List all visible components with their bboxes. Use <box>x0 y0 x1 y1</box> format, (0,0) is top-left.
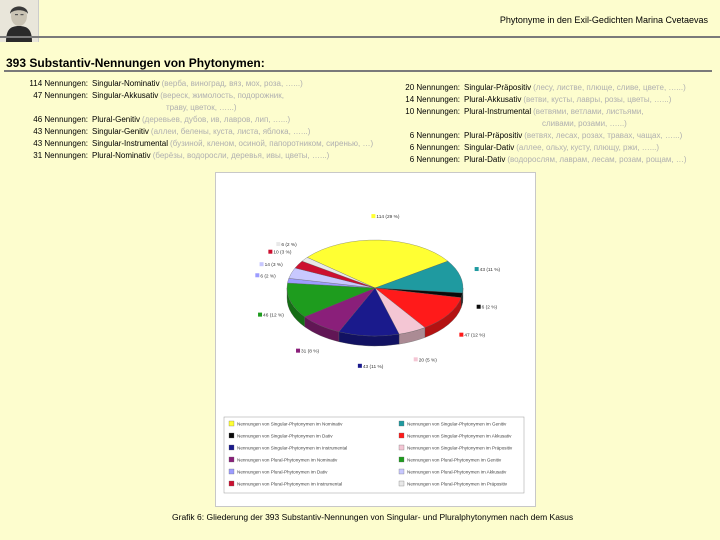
item-case: Plural-Dativ <box>464 155 506 164</box>
legend-swatch <box>229 469 234 474</box>
slice-label-swatch <box>414 357 418 361</box>
item-examples: (аллеи, белены, куста, листа, яблока, …...) <box>150 127 311 136</box>
figure-caption: Grafik 6: Gliederung der 393 Substantiv-Nennungen von Singular- und Pluralphytonymen nach dem Kasus <box>172 512 574 522</box>
legend-swatch <box>229 421 234 426</box>
item-count: 6 Nennungen: <box>409 155 460 164</box>
slice-label-swatch <box>296 349 300 353</box>
item-count: 10 Nennungen: <box>405 107 460 116</box>
slice-data-label: 31 (8 %) <box>301 349 320 355</box>
slice-label-swatch <box>260 262 264 266</box>
slice-label-swatch <box>475 267 479 271</box>
item-count: 6 Nennungen: <box>409 131 460 140</box>
legend-label: Nennungen von Singular-Phytonymen im Präpositiv <box>407 445 513 451</box>
item-count: 114 Nennungen: <box>29 79 88 88</box>
item-case: Singular-Instrumental <box>92 139 169 148</box>
chart-frame <box>215 172 536 507</box>
slice-label-swatch <box>255 273 259 277</box>
left-case-list <box>6 78 406 162</box>
item-count: 46 Nennungen: <box>33 115 88 124</box>
list-item <box>398 130 718 142</box>
slice-label-swatch <box>268 250 272 254</box>
legend-label: Nennungen von Singular-Phytonymen im Nominativ <box>237 421 343 427</box>
item-examples: (водорослям, лаврам, лесам, розам, рощам, …) <box>507 155 687 164</box>
item-examples: (ветви, кусты, лавры, розы, цветы, …...) <box>523 95 672 104</box>
slice-data-label: 114 (29 %) <box>376 215 400 221</box>
list-item <box>6 90 406 102</box>
legend-swatch <box>399 421 404 426</box>
item-case: Plural-Nominativ <box>92 151 151 160</box>
legend-swatch <box>399 457 404 462</box>
legend-label: Nennungen von Plural-Phytonymen im Genitiv <box>407 457 502 463</box>
item-examples: (бузиной, кленом, осиной, папоротником, сиренью, …) <box>170 139 374 148</box>
item-case: Singular-Genitiv <box>92 127 149 136</box>
slice-data-label: 20 (5 %) <box>418 358 437 364</box>
slice-data-label: 43 (11 %) <box>362 364 384 370</box>
item-count: 43 Nennungen: <box>33 127 88 136</box>
slice-data-label: 6 (2 %) <box>281 243 297 249</box>
legend-label: Nennungen von Plural-Phytonymen im Akkusativ <box>407 469 507 475</box>
item-case: Plural-Präpositiv <box>464 131 523 140</box>
item-case: Singular-Dativ <box>464 143 515 152</box>
legend-swatch <box>229 481 234 486</box>
legend-swatch <box>399 445 404 450</box>
list-item <box>6 126 406 138</box>
slice-data-label: 47 (12 %) <box>464 333 486 339</box>
item-examples: (аллее, ольху, кусту, плющу, ржи, …...) <box>516 143 660 152</box>
legend-swatch <box>399 469 404 474</box>
legend-label: Nennungen von Singular-Phytonymen im Akkusativ <box>407 433 512 439</box>
item-count: 6 Nennungen: <box>409 143 460 152</box>
list-item <box>6 138 406 150</box>
item-case: Singular-Akkusativ <box>92 91 159 100</box>
legend-label: Nennungen von Plural-Phytonymen im Dativ <box>237 469 328 475</box>
item-examples: (берёзы, водоросли, деревья, ивы, цветы, …...) <box>152 151 330 160</box>
legend-label: Nennungen von Singular-Phytonymen im Dativ <box>237 433 333 439</box>
item-count: 43 Nennungen: <box>33 139 88 148</box>
slice-data-label: 6 (2 %) <box>260 274 276 280</box>
slice-label-swatch <box>358 364 362 368</box>
legend-swatch <box>399 481 404 486</box>
item-examples-continued: сливами, розами, …...) <box>542 119 627 128</box>
item-case: Singular-Nominativ <box>92 79 160 88</box>
slice-label-swatch <box>371 214 375 218</box>
slice-data-label: 43 (11 %) <box>479 268 501 274</box>
right-case-list <box>398 82 718 166</box>
item-count: 20 Nennungen: <box>405 83 460 92</box>
item-count: 14 Nennungen: <box>405 95 460 104</box>
item-examples: (вереск, жимолость, подорожник, <box>160 91 284 100</box>
item-case: Plural-Genitiv <box>92 115 141 124</box>
pie-chart <box>216 173 535 506</box>
title-divider <box>4 70 712 72</box>
slice-data-label: 10 (3 %) <box>273 250 292 256</box>
item-count: 47 Nennungen: <box>33 91 88 100</box>
slice-label-swatch <box>459 333 463 337</box>
item-examples: (верба, виноград, вяз, мох, роза, …...) <box>161 79 303 88</box>
slice-data-label: 46 (12 %) <box>263 313 284 319</box>
slice-data-label: 14 (3 %) <box>264 263 283 269</box>
legend-label: Nennungen von Plural-Phytonymen im Instrumental <box>237 481 343 487</box>
list-item <box>398 154 718 166</box>
list-item <box>398 106 718 118</box>
header-divider <box>0 36 720 38</box>
page-title: 393 Substantiv-Nennungen von Phytonymen: <box>6 56 265 70</box>
list-item <box>6 78 406 90</box>
list-item <box>398 82 718 94</box>
legend-swatch <box>229 457 234 462</box>
legend-label: Nennungen von Singular-Phytonymen im Genitiv <box>407 421 507 427</box>
legend-swatch <box>229 445 234 450</box>
legend-swatch <box>399 433 404 438</box>
item-examples: (ветвями, ветлами, листьями, <box>533 107 644 116</box>
slice-label-swatch <box>258 313 262 317</box>
slice-label-swatch <box>276 242 280 246</box>
item-case: Plural-Instrumental <box>464 107 532 116</box>
item-count: 31 Nennungen: <box>33 151 88 160</box>
header-title: Phytonyme in den Exil-Gedichten Marina Cvetaevas <box>499 15 708 25</box>
list-item <box>398 142 718 154</box>
legend-label: Nennungen von Plural-Phytonymen im Nominativ <box>237 457 338 463</box>
legend-label: Nennungen von Singular-Phytonymen im Instrumental <box>237 445 348 451</box>
list-item <box>6 150 406 162</box>
legend-label: Nennungen von Plural-Phytonymen im Präpositiv <box>407 481 508 487</box>
item-examples-continued: траву, цветок, …...) <box>166 103 237 112</box>
item-case: Plural-Akkusativ <box>464 95 522 104</box>
legend-swatch <box>229 433 234 438</box>
list-item <box>398 94 718 106</box>
list-item <box>6 114 406 126</box>
item-examples: (ветвях, лесах, розах, травах, чащах, …...) <box>524 131 683 140</box>
item-case: Singular-Präpositiv <box>464 83 532 92</box>
slice-data-label: 6 (2 %) <box>481 305 498 311</box>
item-examples: (лесу, листве, плюще, сливе, цвете, …...) <box>533 83 686 92</box>
slice-label-swatch <box>477 305 481 309</box>
item-examples: (деревьев, дубов, ив, лавров, лип, …...) <box>142 115 291 124</box>
